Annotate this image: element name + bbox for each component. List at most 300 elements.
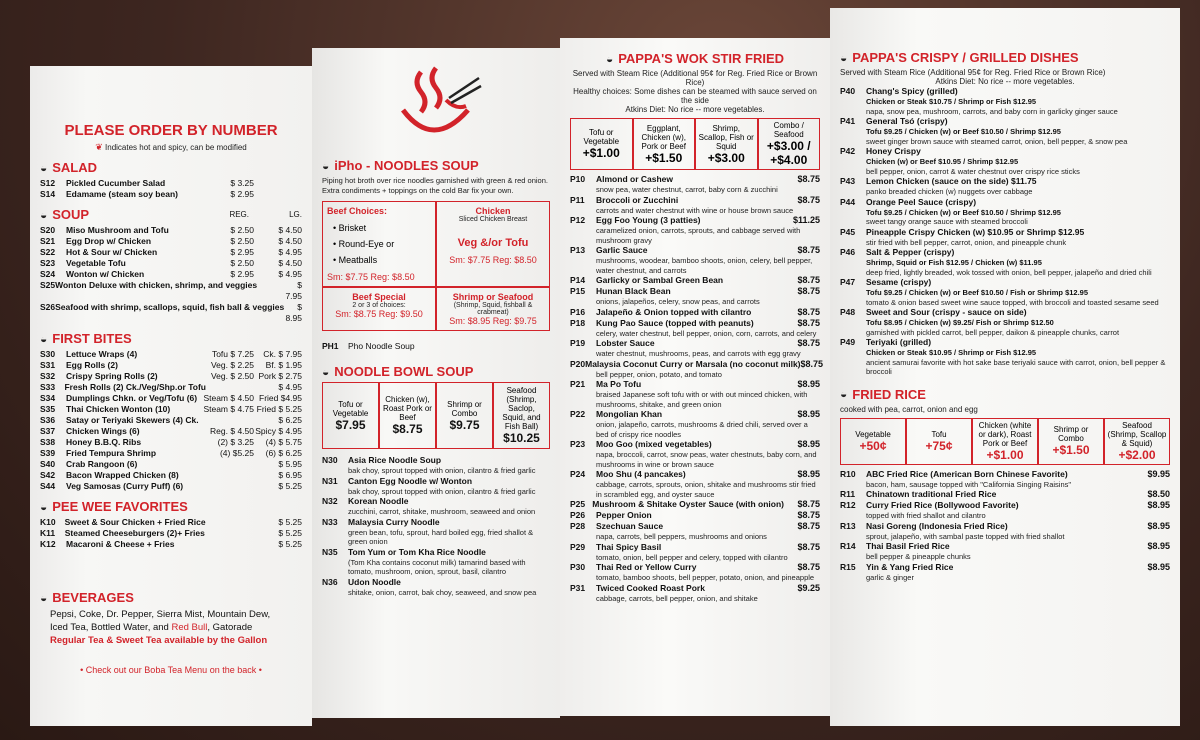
item-prices: Tofu $9.25 / Chicken (w) or Beef $10.50 / Fish or Shrimp $12.95 bbox=[866, 288, 1089, 297]
item-code: S42 bbox=[40, 470, 56, 480]
item-price-1 bbox=[200, 459, 254, 470]
menu-item-row bbox=[40, 404, 302, 415]
item-price: $8.75 bbox=[797, 275, 820, 285]
item-price-2: (6) $ 6.25 bbox=[265, 448, 302, 458]
item-name: Egg Drop w/ Chicken bbox=[66, 236, 152, 246]
fried-price-box bbox=[1038, 418, 1104, 465]
item-price: $8.95 bbox=[797, 379, 820, 389]
item-description: onions, jalapeños, celery, snow peas, and carrots bbox=[596, 297, 760, 306]
price-value: $9.75 bbox=[449, 417, 480, 432]
item-code: P10 bbox=[570, 174, 586, 184]
item-description: onion, jalapeño, carrots, mushrooms & dried chili, served over a bed of crispy rice noodles bbox=[596, 420, 808, 439]
price-value: +$2.00 bbox=[1118, 447, 1156, 462]
crispy-atkins: Atkins Diet: No rice -- more vegetables. bbox=[935, 77, 1075, 86]
item-name: Teriyaki (grilled) bbox=[866, 337, 932, 347]
crispy-item-row bbox=[840, 277, 1170, 288]
item-code: S23 bbox=[40, 258, 56, 268]
menu-item-row bbox=[40, 517, 302, 528]
item-code: P40 bbox=[840, 86, 856, 96]
bowl-icon: ◒ bbox=[840, 387, 848, 401]
item-name: Macaroni & Cheese + Fries bbox=[66, 539, 175, 549]
wok-item-row bbox=[570, 510, 820, 521]
item-code: S14 bbox=[40, 189, 56, 199]
item-code: P48 bbox=[840, 307, 856, 317]
item-price-2: Ck. $ 7.95 bbox=[263, 349, 302, 359]
item-price-2: $ 8.95 bbox=[285, 302, 302, 323]
wok-item-row bbox=[570, 409, 820, 420]
bowl-price-box bbox=[493, 382, 550, 449]
item-code: P18 bbox=[570, 317, 586, 328]
ph1-row: PH1 Pho Noodle Soup bbox=[322, 341, 415, 351]
item-price-2: $ 5.25 bbox=[278, 539, 302, 549]
item-name: Hot & Sour w/ Chicken bbox=[66, 247, 158, 257]
item-price: $9.25 bbox=[797, 582, 820, 593]
price-value: +$3.00 / +$4.00 bbox=[766, 139, 811, 167]
wok-item-row bbox=[570, 318, 820, 329]
crispy-item-row bbox=[840, 247, 1170, 258]
menu-item-row bbox=[40, 539, 302, 550]
item-price: $8.75 bbox=[797, 562, 820, 572]
item-description: sprout, jalapeño, with sambal paste topped with fried shallot bbox=[866, 531, 1065, 541]
pho-description: Piping hot broth over rice noodles garnished with green & red onion. Extra condiments + toppings on the cold Bar fix your own. bbox=[322, 176, 548, 195]
item-description: celery, water chestnut, bell pepper, onion, corn, carrots, and celery bbox=[596, 328, 817, 338]
fried-price-box bbox=[906, 418, 972, 465]
item-code: P25 bbox=[570, 499, 586, 509]
noodle-item-row bbox=[322, 455, 550, 466]
noodle-item-row bbox=[322, 577, 550, 588]
item-price: $8.75 bbox=[797, 338, 820, 348]
wok-item-row bbox=[570, 562, 820, 573]
panel-wok bbox=[560, 38, 830, 716]
item-code: S25 bbox=[40, 280, 56, 290]
crispy-item-row bbox=[840, 337, 1170, 348]
item-name: Chicken Wings (6) bbox=[66, 426, 140, 436]
item-name: Thai Spicy Basil bbox=[596, 541, 662, 552]
item-price: $8.95 bbox=[1147, 520, 1170, 531]
item-price-2: Bf. $ 1.95 bbox=[265, 360, 302, 370]
item-name: Garlic Sauce bbox=[596, 245, 648, 255]
bowl-price-box bbox=[322, 382, 379, 449]
wok-price-box bbox=[633, 118, 696, 170]
item-name: Honey Crispy bbox=[866, 146, 921, 156]
item-price-1 bbox=[200, 481, 254, 492]
item-name: Fried Tempura Shrimp bbox=[66, 448, 157, 458]
item-description: napa, snow pea, mushroom, carrots, and baby corn in garlicky ginger sauce bbox=[866, 106, 1118, 116]
menu-item-row bbox=[40, 360, 302, 371]
item-description: bell pepper & pineapple chunks bbox=[866, 552, 971, 561]
menu-item-row bbox=[40, 236, 302, 247]
item-name: Almond or Cashew bbox=[596, 174, 673, 184]
item-price: $8.75 bbox=[797, 194, 820, 205]
bowl-icon: ◒ bbox=[40, 160, 48, 175]
item-price: $8.75 bbox=[797, 174, 820, 184]
item-price-2 bbox=[254, 189, 302, 200]
item-name: Nasi Goreng (Indonesia Fried Rice) bbox=[866, 520, 1008, 531]
item-code: P46 bbox=[840, 247, 856, 257]
bowl-price-box bbox=[436, 382, 493, 449]
menu-item-row bbox=[40, 448, 302, 459]
crispy-subtitle: Served with Steam Rice (Additional 95¢ for Reg. Fried Rice or Brown Rice) bbox=[840, 68, 1106, 77]
item-code: S30 bbox=[40, 349, 56, 359]
item-code: S22 bbox=[40, 247, 56, 257]
item-name: Sweet and Sour (crispy - sauce on side) bbox=[866, 307, 1027, 317]
price-label: Shrimp or Combo bbox=[447, 399, 482, 418]
wok-item-row bbox=[570, 358, 824, 370]
menu-item-row bbox=[40, 415, 302, 426]
item-description: tomato & onion based sweet wine sauce topped, with broccoli and toasted sesame seed bbox=[866, 297, 1159, 307]
item-price-1: $ 2.95 bbox=[230, 247, 254, 257]
crispy-item-row bbox=[840, 86, 1170, 97]
item-price: $8.75 bbox=[797, 317, 820, 328]
item-code: P30 bbox=[570, 562, 586, 572]
item-price-2: $ 6.25 bbox=[278, 415, 302, 425]
item-price-2: $ 7.95 bbox=[285, 280, 302, 301]
wok-item-row bbox=[570, 307, 820, 318]
bowl-icon: ◒ bbox=[322, 364, 330, 379]
pho-header: ◒ iPho - NOODLES SOUP bbox=[322, 158, 479, 173]
item-description: zucchini, carrot, shitake, mushroom, seaweed and onion bbox=[348, 507, 536, 516]
item-name: Yin & Yang Fried Rice bbox=[866, 561, 954, 572]
menu-item-row bbox=[40, 258, 302, 269]
item-description: napa, broccoli, carrot, snow peas, water chestnuts, baby corn, and mushrooms in wine or brown sauce bbox=[596, 450, 817, 469]
price-value: $10.25 bbox=[503, 431, 540, 445]
bowl-icon: ◒ bbox=[40, 207, 48, 222]
price-label: Vegetable bbox=[855, 429, 891, 439]
item-name: Chinatown traditional Fried Rice bbox=[866, 489, 997, 499]
item-code: P45 bbox=[840, 226, 856, 237]
panel-crispy bbox=[830, 8, 1180, 726]
fried-item-row bbox=[840, 541, 1170, 552]
item-code: P41 bbox=[840, 116, 856, 126]
item-description: deep fried, lightly breaded, wok tossed with onion, bell pepper, jalapeño and dried chili bbox=[866, 267, 1152, 277]
item-price: $8.75 bbox=[797, 499, 820, 509]
wok-item-row bbox=[570, 439, 820, 450]
item-price: $8.75 bbox=[800, 358, 824, 369]
beef-choice-box: Beef Choices: • Brisket • Round-Eye or • Meatballs Sm: $7.75 Reg: $8.50 bbox=[322, 201, 436, 287]
item-price-1: $ 2.50 bbox=[230, 236, 254, 246]
shrimp-seafood-box: Shrimp or Seafood (Shrimp, Squid, fishball & crabmeat) Sm: $8.95 Reg: $9.75 bbox=[436, 287, 550, 331]
item-code: P20 bbox=[570, 358, 586, 369]
price-value: +50¢ bbox=[859, 438, 887, 453]
item-price-1 bbox=[206, 382, 257, 393]
item-name: Tom Yum or Tom Kha Rice Noodle bbox=[348, 546, 486, 557]
salad-header: ◒ SALAD bbox=[40, 160, 98, 175]
item-name: Kung Pao Sauce (topped with peanuts) bbox=[596, 317, 754, 328]
peewee-header: ◒ PEE WEE FAVORITES bbox=[40, 499, 188, 514]
wok-item-row bbox=[570, 338, 820, 349]
menu-item-row bbox=[40, 470, 302, 481]
menu-item-row bbox=[40, 225, 302, 236]
item-price-2: Fried $ 5.25 bbox=[256, 404, 302, 414]
item-price: $8.75 bbox=[797, 541, 820, 552]
item-code: N31 bbox=[322, 475, 338, 486]
item-price: $8.75 bbox=[797, 306, 820, 317]
item-description: sweet tangy orange sauce with steamed broccoli bbox=[866, 217, 1028, 226]
item-name: Canton Egg Noodle w/ Wonton bbox=[348, 475, 473, 486]
fried-item-row bbox=[840, 489, 1170, 500]
item-name: Wonton Deluxe with chicken, shrimp, and veggies bbox=[55, 280, 258, 290]
item-name: Chang's Spicy (grilled) bbox=[866, 86, 958, 96]
item-name: Vegetable Tofu bbox=[66, 258, 126, 268]
item-code: R10 bbox=[840, 468, 856, 479]
wok-item-row bbox=[570, 245, 820, 256]
item-code: P13 bbox=[570, 245, 586, 255]
fried-price-box bbox=[972, 418, 1038, 465]
item-prices: Chicken or Steak $10.75 / Shrimp or Fish $12.95 bbox=[866, 97, 1037, 106]
item-name: Szechuan Sauce bbox=[596, 521, 664, 531]
item-code: P15 bbox=[570, 286, 586, 296]
wok-item-row bbox=[570, 215, 820, 226]
item-code: P31 bbox=[570, 582, 586, 593]
item-code: N32 bbox=[322, 496, 338, 506]
fried-list bbox=[840, 469, 1170, 583]
order-title: PLEASE ORDER BY NUMBER bbox=[64, 122, 278, 139]
item-name: Miso Mushroom and Tofu bbox=[66, 225, 169, 235]
item-name: Thai Basil Fried Rice bbox=[866, 541, 950, 551]
item-code: P26 bbox=[570, 510, 586, 520]
crispy-item-row bbox=[840, 307, 1170, 318]
peewee-list bbox=[40, 517, 302, 550]
item-price-1: (4) $5.25 bbox=[219, 448, 254, 458]
item-price-2: $ 4.95 bbox=[278, 269, 302, 279]
item-name: Fresh Rolls (2) Ck./Veg/Shp.or Tofu bbox=[64, 382, 206, 392]
price-label: Tofu or Vegetable bbox=[583, 128, 620, 146]
item-price: $8.95 bbox=[797, 409, 820, 419]
wok-item-row bbox=[570, 469, 820, 480]
bowl-header: ◒ NOODLE BOWL SOUP bbox=[322, 364, 474, 379]
item-code: S31 bbox=[40, 360, 56, 370]
item-code: P14 bbox=[570, 275, 586, 285]
fried-item-row bbox=[840, 521, 1170, 532]
item-name: Broccoli or Zucchini bbox=[596, 194, 679, 205]
item-code: S12 bbox=[40, 178, 56, 188]
wok-list bbox=[570, 174, 824, 603]
item-name: Steamed Cheeseburgers (2)+ Fries bbox=[64, 528, 205, 538]
price-value: +$1.00 bbox=[582, 146, 620, 160]
price-label: Chicken (white or dark), Roast Pork or Beef bbox=[978, 420, 1032, 448]
soup-header: ◒ SOUP REG. LG. bbox=[40, 207, 302, 222]
wok-item-row bbox=[570, 583, 820, 594]
item-description: green bean, tofu, sprout, hard boiled egg, fried shallot & green onion bbox=[348, 527, 534, 546]
boba-note: • Check out our Boba Tea Menu on the back • bbox=[80, 665, 262, 675]
price-value: +$3.00 bbox=[707, 150, 745, 165]
item-price-2: Spicy $ 4.95 bbox=[255, 426, 302, 436]
item-price-2 bbox=[254, 178, 302, 189]
fried-item-row bbox=[840, 469, 1170, 480]
item-code: P12 bbox=[570, 215, 586, 225]
item-code: K12 bbox=[40, 539, 56, 549]
item-price-2: $ 6.95 bbox=[278, 470, 302, 480]
item-description: caramelized onion, carrots, sprouts, and cabbage served with mushroom gravy bbox=[596, 226, 801, 245]
item-price: $8.95 bbox=[1147, 500, 1170, 510]
item-name: Sweet & Sour Chicken + Fried Rice bbox=[64, 517, 206, 527]
item-price: $8.75 bbox=[797, 510, 820, 520]
noodle-item-row bbox=[322, 496, 550, 507]
item-price-1 bbox=[205, 528, 256, 539]
price-value: $8.75 bbox=[392, 422, 423, 436]
item-description: sweet ginger brown sauce with steamed carrot, onion, bell pepper, & snow pea bbox=[866, 136, 1128, 146]
bowl-list bbox=[322, 455, 550, 597]
item-price-1: $ 2.50 bbox=[230, 258, 254, 268]
wok-item-row bbox=[570, 521, 820, 532]
item-price-2: $ 5.95 bbox=[278, 459, 302, 469]
item-price-2: $ 5.25 bbox=[278, 481, 302, 491]
item-name: Edamame (steam soy bean) bbox=[66, 189, 178, 199]
item-prices: Tofu $8.95 / Chicken (w) $9.25/ Fish or Shrimp $12.50 bbox=[866, 318, 1054, 327]
menu-item-row bbox=[40, 426, 302, 437]
item-price-2: $ 4.50 bbox=[278, 258, 302, 268]
item-code: R11 bbox=[840, 489, 856, 499]
item-price-1: (2) $ 3.25 bbox=[217, 437, 254, 447]
fried-subtitle: cooked with pea, carrot, onion and egg bbox=[840, 404, 978, 414]
wok-price-box bbox=[758, 118, 821, 170]
item-description: braised Japanese soft tofu with or with out minced chicken, with mushrooms, shitake, and green onion bbox=[596, 390, 808, 409]
crispy-item-row bbox=[840, 146, 1170, 157]
item-code: P43 bbox=[840, 176, 856, 186]
item-prices: Tofu $9.25 / Chicken (w) or Beef $10.50 / Shrimp $12.95 bbox=[866, 207, 1061, 217]
item-name: Ma Po Tofu bbox=[596, 379, 642, 389]
wok-item-row bbox=[570, 195, 820, 206]
item-prices: Shrimp, Squid or Fish $12.95 / Chicken (w) $11.95 bbox=[866, 258, 1042, 267]
item-name: Dumplings Chkn. or Veg/Tofu (6) bbox=[66, 393, 198, 403]
price-label: Shrimp, Scallop, Fish or Squid bbox=[698, 123, 754, 151]
item-name: Jalapeño & Onion topped with cilantro bbox=[596, 306, 752, 317]
item-price-2: $ 4.50 bbox=[278, 236, 302, 246]
item-code: S35 bbox=[40, 404, 56, 414]
item-description: bak choy, sprout topped with onion, cilantro & fried garlic bbox=[348, 466, 536, 475]
bowl-price-box bbox=[379, 382, 436, 449]
noodle-item-row bbox=[322, 517, 550, 528]
item-code: S36 bbox=[40, 415, 56, 425]
item-description: napa, carrots, bell peppers, mushrooms and onions bbox=[596, 532, 767, 541]
item-name: Garlicky or Sambal Green Bean bbox=[596, 275, 724, 285]
item-code: P42 bbox=[840, 146, 856, 156]
wok-item-row bbox=[570, 174, 820, 185]
bowl-icon: ◒ bbox=[40, 499, 48, 514]
beverage-list: Pepsi, Coke, Dr. Pepper, Sierra Mist, Mountain Dew, Iced Tea, Bottled Water, and Red Bull, Gatorade Regular Tea & Sweet Tea available by the Gallon bbox=[50, 609, 271, 646]
item-prices: Tofu $9.25 / Chicken (w) or Beef $10.50 / Shrimp $12.95 bbox=[866, 127, 1061, 136]
menu-item-row bbox=[40, 371, 302, 382]
item-price-1: $ 3.25 bbox=[230, 178, 254, 188]
fried-item-row bbox=[840, 500, 1170, 511]
bites-list bbox=[40, 349, 302, 492]
item-description: stir fried with bell pepper, carrot, onion, and pineapple chunk bbox=[866, 237, 1067, 247]
item-code: S34 bbox=[40, 393, 56, 403]
bowl-icon: ◒ bbox=[322, 158, 330, 173]
item-price: $9.95 bbox=[1147, 468, 1170, 479]
item-code: P28 bbox=[570, 521, 586, 531]
fried-price-box bbox=[840, 418, 906, 465]
item-description: shitake, onion, carrot, bak choy, seaweed, and snow pea bbox=[348, 587, 537, 597]
item-name: Pineapple Crispy Chicken (w) $10.95 or Shrimp $12.95 bbox=[866, 226, 1085, 237]
item-code: K11 bbox=[40, 528, 56, 538]
item-name: Satay or Teriyaki Skewers (4) Ck. bbox=[66, 415, 199, 425]
item-name: Veg Samosas (Curry Puff) (6) bbox=[66, 481, 184, 491]
price-value: $7.95 bbox=[335, 417, 366, 432]
price-label: Seafood (Shrimp, Scallop & Squid) bbox=[1107, 420, 1167, 448]
item-name: Korean Noodle bbox=[348, 496, 409, 506]
item-code: P21 bbox=[570, 379, 586, 389]
item-price-1: $ 2.95 bbox=[230, 189, 254, 199]
wok-item-row bbox=[570, 286, 820, 297]
item-name: Sesame (crispy) bbox=[866, 277, 932, 287]
item-name: Pepper Onion bbox=[596, 510, 652, 520]
item-price: $8.95 bbox=[1147, 561, 1170, 572]
menu-item-row bbox=[40, 393, 302, 404]
panel-appetizers bbox=[30, 66, 312, 726]
item-code: P49 bbox=[840, 337, 856, 347]
item-code: P11 bbox=[570, 194, 585, 205]
item-name: Lettuce Wraps (4) bbox=[66, 349, 138, 359]
steam-logo-icon bbox=[322, 60, 550, 150]
price-label: Combo / Seafood bbox=[773, 121, 804, 139]
item-name: Bacon Wrapped Chicken (8) bbox=[66, 470, 179, 480]
item-code: S37 bbox=[40, 426, 56, 436]
item-name: Udon Noodle bbox=[348, 576, 401, 587]
menu-item-row bbox=[40, 481, 302, 492]
item-price-2: $ 5.25 bbox=[278, 517, 303, 527]
menu-item-row bbox=[40, 459, 302, 470]
item-code: K10 bbox=[40, 517, 56, 527]
item-description: (Tom Kha contains coconut milk) tamarind based with tomato, mushroom, onion, sprout, basil, cilantro bbox=[348, 557, 526, 576]
wok-price-boxes bbox=[570, 118, 820, 170]
item-description: snow pea, water chestnut, carrot, baby corn & zucchini bbox=[596, 185, 778, 194]
item-code: R12 bbox=[840, 500, 856, 510]
menu-item-row bbox=[40, 528, 302, 539]
item-code: R14 bbox=[840, 541, 856, 551]
item-price-2: $ 4.95 bbox=[278, 382, 302, 392]
item-code: S39 bbox=[40, 448, 56, 458]
wok-subtitle: Served with Steam Rice (Additional 95¢ for Reg. Fried Rice or Brown Rice) bbox=[572, 69, 818, 87]
item-name: Lobster Sauce bbox=[596, 338, 655, 348]
wok-price-box bbox=[570, 118, 633, 170]
price-label: Shrimp or Combo bbox=[1053, 425, 1089, 443]
item-prices: Chicken or Steak $10.95 / Shrimp or Fish $12.95 bbox=[866, 348, 1037, 357]
item-price-2: $ 5.25 bbox=[278, 528, 302, 538]
menu-item-row bbox=[40, 189, 302, 200]
item-price-2: $ 4.50 bbox=[278, 225, 302, 235]
hot-note: ❦ Indicates hot and spicy, can be modified bbox=[95, 142, 247, 152]
fried-price-boxes bbox=[840, 418, 1170, 465]
item-price-1 bbox=[206, 517, 257, 528]
item-price-1 bbox=[200, 470, 254, 481]
noodle-item-row bbox=[322, 476, 550, 487]
wok-healthy: Healthy choices: Some dishes can be steamed with sauce served on the side bbox=[573, 87, 817, 105]
item-code: S24 bbox=[40, 269, 56, 279]
item-price: $11.25 bbox=[792, 215, 820, 225]
wok-atkins: Atkins Diet: No rice -- more vegetables. bbox=[625, 105, 765, 114]
chicken-veg-box: Chicken Sliced Chicken Breast Veg &/or Tofu Sm: $7.75 Reg: $8.50 bbox=[436, 201, 550, 287]
price-label: Tofu bbox=[931, 429, 947, 439]
price-label: Chicken (w), Roast Pork or Beef bbox=[383, 395, 432, 422]
item-name: Crispy Spring Rolls (2) bbox=[66, 371, 158, 381]
item-code: S38 bbox=[40, 437, 56, 447]
pho-box-bottom bbox=[322, 287, 550, 331]
item-description: cabbage, carrots, sprouts, onion, shitake and mushrooms stir fried in scrambled egg, and oyster sauce bbox=[596, 480, 816, 499]
item-price-2: Pork $ 2.75 bbox=[258, 371, 302, 381]
item-price-1 bbox=[200, 415, 254, 426]
item-name: Mushroom & Shitake Oyster Sauce (with onion) bbox=[592, 499, 785, 509]
item-name: Thai Chicken Wonton (10) bbox=[66, 404, 171, 414]
chili-icon: ❦ bbox=[95, 142, 103, 152]
menu-item-row bbox=[40, 349, 302, 360]
item-price-2: $ 4.95 bbox=[278, 247, 302, 257]
item-price-1: $ 2.95 bbox=[230, 269, 254, 279]
soup-list bbox=[40, 225, 302, 324]
item-code: P44 bbox=[840, 196, 856, 207]
item-code: S44 bbox=[40, 481, 56, 491]
item-price-1 bbox=[200, 539, 254, 550]
